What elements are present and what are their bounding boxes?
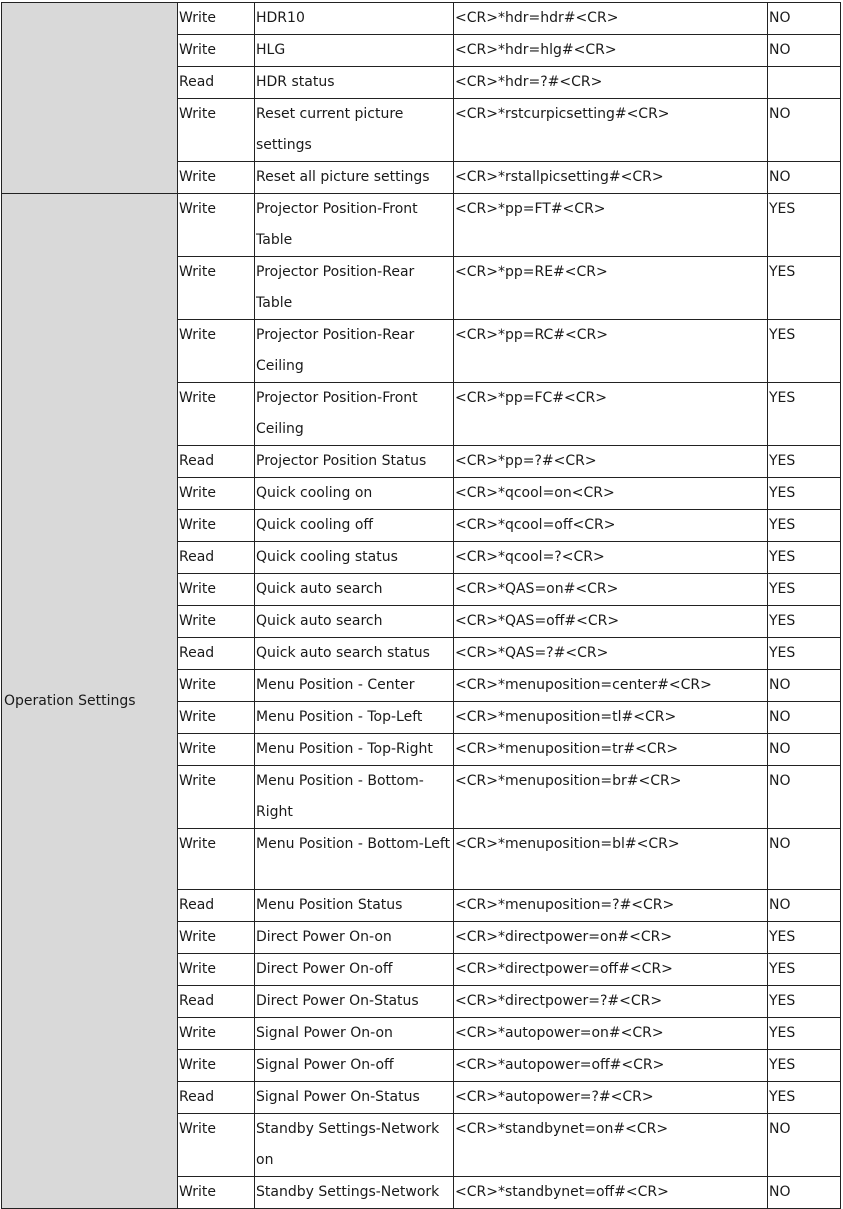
access-type-cell: Write xyxy=(178,35,255,67)
command-cell: <CR>*menuposition=bl#<CR> xyxy=(454,829,768,890)
support-flag-cell: NO xyxy=(768,670,841,702)
category-cell xyxy=(2,3,178,194)
access-type-cell: Read xyxy=(178,890,255,922)
command-cell: <CR>*qcool=?<CR> xyxy=(454,542,768,574)
access-type-cell: Read xyxy=(178,446,255,478)
table-row xyxy=(2,194,841,257)
command-cell: <CR>*pp=?#<CR> xyxy=(454,446,768,478)
support-flag-cell: YES xyxy=(768,542,841,574)
function-cell: Projector Position-Rear Ceiling xyxy=(255,320,454,383)
function-cell: HDR status xyxy=(255,67,454,99)
command-cell: <CR>*directpower=off#<CR> xyxy=(454,954,768,986)
function-cell: Menu Position - Top-Left xyxy=(255,702,454,734)
command-cell: <CR>*autopower=off#<CR> xyxy=(454,1050,768,1082)
function-cell: Direct Power On-off xyxy=(255,954,454,986)
command-cell: <CR>*pp=RC#<CR> xyxy=(454,320,768,383)
access-type-cell: Write xyxy=(178,162,255,194)
function-cell: Signal Power On-Status xyxy=(255,1082,454,1114)
function-cell: Signal Power On-off xyxy=(255,1050,454,1082)
support-flag-cell: NO xyxy=(768,890,841,922)
support-flag-cell: NO xyxy=(768,1177,841,1209)
access-type-cell: Write xyxy=(178,1114,255,1177)
access-type-cell: Write xyxy=(178,1018,255,1050)
command-cell: <CR>*directpower=?#<CR> xyxy=(454,986,768,1018)
access-type-cell: Write xyxy=(178,606,255,638)
support-flag-cell: NO xyxy=(768,1114,841,1177)
support-flag-cell: NO xyxy=(768,829,841,890)
support-flag-cell: YES xyxy=(768,606,841,638)
command-table xyxy=(1,2,841,1209)
support-flag-cell: YES xyxy=(768,638,841,670)
command-cell: <CR>*menuposition=br#<CR> xyxy=(454,766,768,829)
access-type-cell: Write xyxy=(178,574,255,606)
command-cell: <CR>*hdr=hlg#<CR> xyxy=(454,35,768,67)
support-flag-cell: YES xyxy=(768,574,841,606)
function-cell: Standby Settings-Network xyxy=(255,1177,454,1209)
support-flag-cell: YES xyxy=(768,1050,841,1082)
command-cell: <CR>*hdr=hdr#<CR> xyxy=(454,3,768,35)
function-cell: Menu Position - Center xyxy=(255,670,454,702)
function-cell: Menu Position - Bottom-Right xyxy=(255,766,454,829)
function-cell: Menu Position - Top-Right xyxy=(255,734,454,766)
access-type-cell: Read xyxy=(178,638,255,670)
support-flag-cell: NO xyxy=(768,162,841,194)
support-flag-cell: NO xyxy=(768,766,841,829)
function-cell: HDR10 xyxy=(255,3,454,35)
command-cell: <CR>*qcool=off<CR> xyxy=(454,510,768,542)
access-type-cell: Read xyxy=(178,542,255,574)
command-cell: <CR>*hdr=?#<CR> xyxy=(454,67,768,99)
command-cell: <CR>*rstcurpicsetting#<CR> xyxy=(454,99,768,162)
support-flag-cell: YES xyxy=(768,446,841,478)
access-type-cell: Write xyxy=(178,99,255,162)
access-type-cell: Write xyxy=(178,1050,255,1082)
function-cell: Menu Position - Bottom-Left xyxy=(255,829,454,890)
category-cell: Operation Settings xyxy=(2,194,178,1209)
support-flag-cell: YES xyxy=(768,954,841,986)
support-flag-cell: YES xyxy=(768,478,841,510)
access-type-cell: Write xyxy=(178,510,255,542)
support-flag-cell: YES xyxy=(768,986,841,1018)
function-cell: Quick auto search xyxy=(255,574,454,606)
function-cell: Direct Power On-Status xyxy=(255,986,454,1018)
access-type-cell: Write xyxy=(178,257,255,320)
command-cell: <CR>*rstallpicsetting#<CR> xyxy=(454,162,768,194)
command-cell: <CR>*standbynet=on#<CR> xyxy=(454,1114,768,1177)
command-cell: <CR>*QAS=?#<CR> xyxy=(454,638,768,670)
support-flag-cell: YES xyxy=(768,383,841,446)
access-type-cell: Write xyxy=(178,922,255,954)
access-type-cell: Write xyxy=(178,954,255,986)
function-cell: HLG xyxy=(255,35,454,67)
function-cell: Quick cooling on xyxy=(255,478,454,510)
access-type-cell: Write xyxy=(178,734,255,766)
command-cell: <CR>*standbynet=off#<CR> xyxy=(454,1177,768,1209)
access-type-cell: Write xyxy=(178,320,255,383)
support-flag-cell: YES xyxy=(768,320,841,383)
function-cell: Reset all picture settings xyxy=(255,162,454,194)
command-cell: <CR>*autopower=on#<CR> xyxy=(454,1018,768,1050)
function-cell: Menu Position Status xyxy=(255,890,454,922)
support-flag-cell: NO xyxy=(768,99,841,162)
function-cell: Direct Power On-on xyxy=(255,922,454,954)
function-cell: Standby Settings-Network on xyxy=(255,1114,454,1177)
function-cell: Reset current picture settings xyxy=(255,99,454,162)
table-row xyxy=(2,3,841,35)
function-cell: Projector Position Status xyxy=(255,446,454,478)
support-flag-cell: NO xyxy=(768,3,841,35)
command-cell: <CR>*qcool=on<CR> xyxy=(454,478,768,510)
function-cell: Quick cooling off xyxy=(255,510,454,542)
function-cell: Quick auto search status xyxy=(255,638,454,670)
command-cell: <CR>*QAS=on#<CR> xyxy=(454,574,768,606)
support-flag-cell: YES xyxy=(768,1082,841,1114)
support-flag-cell: NO xyxy=(768,734,841,766)
access-type-cell: Read xyxy=(178,1082,255,1114)
access-type-cell: Read xyxy=(178,67,255,99)
access-type-cell: Write xyxy=(178,702,255,734)
command-cell: <CR>*menuposition=center#<CR> xyxy=(454,670,768,702)
command-cell: <CR>*pp=FT#<CR> xyxy=(454,194,768,257)
command-cell: <CR>*pp=RE#<CR> xyxy=(454,257,768,320)
command-cell: <CR>*menuposition=tr#<CR> xyxy=(454,734,768,766)
support-flag-cell: NO xyxy=(768,702,841,734)
command-cell: <CR>*autopower=?#<CR> xyxy=(454,1082,768,1114)
access-type-cell: Read xyxy=(178,986,255,1018)
function-cell: Quick cooling status xyxy=(255,542,454,574)
function-cell: Projector Position-Rear Table xyxy=(255,257,454,320)
function-cell: Projector Position-Front Table xyxy=(255,194,454,257)
access-type-cell: Write xyxy=(178,829,255,890)
support-flag-cell: YES xyxy=(768,922,841,954)
support-flag-cell: NO xyxy=(768,35,841,67)
access-type-cell: Write xyxy=(178,3,255,35)
command-cell: <CR>*directpower=on#<CR> xyxy=(454,922,768,954)
access-type-cell: Write xyxy=(178,766,255,829)
command-cell: <CR>*menuposition=tl#<CR> xyxy=(454,702,768,734)
support-flag-cell: YES xyxy=(768,510,841,542)
function-cell: Quick auto search xyxy=(255,606,454,638)
function-cell: Signal Power On-on xyxy=(255,1018,454,1050)
command-cell: <CR>*QAS=off#<CR> xyxy=(454,606,768,638)
command-table-body xyxy=(2,3,841,1209)
support-flag-cell: YES xyxy=(768,194,841,257)
support-flag-cell: YES xyxy=(768,1018,841,1050)
access-type-cell: Write xyxy=(178,194,255,257)
command-cell: <CR>*pp=FC#<CR> xyxy=(454,383,768,446)
support-flag-cell xyxy=(768,67,841,99)
access-type-cell: Write xyxy=(178,383,255,446)
function-cell: Projector Position-Front Ceiling xyxy=(255,383,454,446)
access-type-cell: Write xyxy=(178,478,255,510)
support-flag-cell: YES xyxy=(768,257,841,320)
access-type-cell: Write xyxy=(178,670,255,702)
command-cell: <CR>*menuposition=?#<CR> xyxy=(454,890,768,922)
access-type-cell: Write xyxy=(178,1177,255,1209)
